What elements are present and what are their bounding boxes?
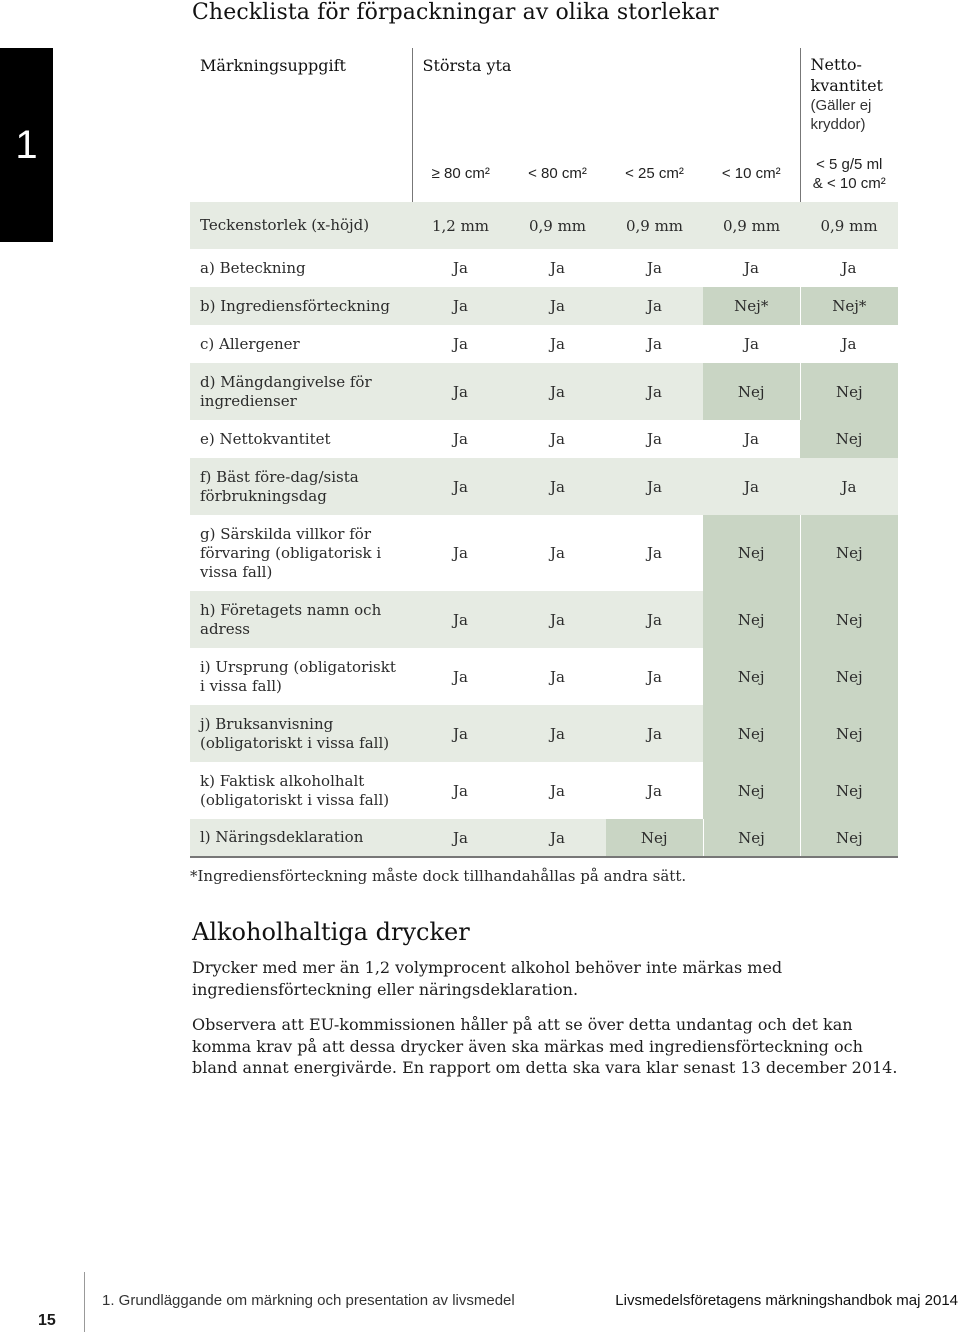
row-label: b) Ingrediensförteckning bbox=[200, 296, 390, 315]
table-cell: Ja bbox=[550, 477, 565, 496]
size-header-empty bbox=[190, 145, 412, 202]
table-row bbox=[190, 249, 898, 287]
table-cell: Ja bbox=[744, 259, 759, 277]
row-label: d) Mängdangivelse för ingredienser bbox=[200, 372, 372, 410]
table-cell: Nej bbox=[703, 648, 800, 705]
size-header-row bbox=[190, 145, 898, 202]
table-cell: Ja bbox=[453, 667, 468, 686]
footer-chapter: 1. Grundläggande om märkning och presentation av livsmedel bbox=[102, 1292, 515, 1309]
table-cell: Nej bbox=[703, 363, 800, 420]
size-header: < 25 cm² bbox=[625, 165, 684, 182]
table-cell: Ja bbox=[647, 430, 662, 448]
table-cell: Ja bbox=[647, 724, 662, 743]
table-cell: Ja bbox=[841, 335, 857, 353]
table-cell: Nej bbox=[800, 648, 898, 705]
checklist-table bbox=[190, 48, 898, 858]
table-cell: Ja bbox=[647, 667, 662, 686]
table-cell: Ja bbox=[647, 259, 662, 277]
table-cell: Ja bbox=[550, 382, 565, 401]
table-cell: Nej bbox=[800, 363, 898, 420]
table-cell: Nej bbox=[800, 762, 898, 819]
netto-sub-line1: < 5 g/5 ml bbox=[816, 155, 883, 173]
row-label: g) Särskilda villkor för förvaring (obligatorisk i vissa fall) bbox=[200, 524, 382, 581]
netto-sub-line2: & < 10 cm² bbox=[812, 174, 886, 192]
table-cell: Ja bbox=[453, 430, 468, 448]
netto-note-line1: (Gäller ej bbox=[810, 97, 872, 114]
table-cell: Nej bbox=[800, 515, 898, 591]
table-cell: Ja bbox=[453, 259, 468, 277]
table-cell: Ja bbox=[453, 382, 468, 401]
table-cell: Ja bbox=[550, 259, 565, 277]
table-cell: Nej bbox=[800, 591, 898, 648]
table-cell: Ja bbox=[550, 724, 565, 743]
table-row bbox=[190, 287, 898, 325]
table-cell: Ja bbox=[412, 819, 509, 857]
table-cell: Ja bbox=[647, 382, 662, 401]
table-cell: Ja bbox=[509, 819, 606, 857]
table-row bbox=[190, 762, 898, 819]
table-cell: Ja bbox=[647, 477, 662, 496]
table-cell: Nej* bbox=[703, 287, 800, 325]
table-cell: Ja bbox=[550, 781, 565, 800]
table-cell: Nej bbox=[800, 420, 898, 458]
table-cell: Nej* bbox=[800, 287, 898, 325]
table-cell: Ja bbox=[453, 297, 468, 315]
table-cell: Ja bbox=[841, 477, 857, 496]
table-cell: Ja bbox=[550, 335, 565, 353]
table-row bbox=[190, 515, 898, 591]
table-cell: Nej bbox=[606, 819, 703, 857]
table-cell: Nej bbox=[703, 591, 800, 648]
table-cell: Ja bbox=[647, 781, 662, 800]
header-row bbox=[190, 48, 898, 145]
row-label: j) Bruksanvisning (obligatoriskt i vissa fall) bbox=[200, 714, 390, 752]
column-header-label: Märkningsuppgift bbox=[200, 56, 346, 75]
table-row bbox=[190, 591, 898, 648]
size-header: < 80 cm² bbox=[528, 165, 587, 182]
table-cell: Ja bbox=[841, 259, 857, 277]
table-row bbox=[190, 648, 898, 705]
table-cell: Ja bbox=[453, 724, 468, 743]
table-row bbox=[190, 325, 898, 363]
table-cell: 1,2 mm bbox=[431, 216, 490, 235]
section-title: Alkoholhaltiga drycker bbox=[192, 918, 470, 946]
table-cell: Nej bbox=[703, 819, 800, 857]
page-number: 15 bbox=[38, 1312, 56, 1329]
table-cell: Ja bbox=[550, 430, 565, 448]
table-cell: Ja bbox=[647, 335, 662, 353]
table-cell: Ja bbox=[647, 297, 662, 315]
netto-title-line1: Netto- bbox=[810, 55, 862, 74]
table-cell: Ja bbox=[647, 610, 662, 629]
table-cell: Nej bbox=[703, 515, 800, 591]
size-header-netto bbox=[800, 145, 898, 202]
table-row-font-size bbox=[190, 202, 898, 249]
table-cell: Ja bbox=[550, 610, 565, 629]
netto-title-line2: kvantitet bbox=[810, 76, 883, 95]
table-cell: Ja bbox=[744, 430, 759, 448]
row-label: f) Bäst före-dag/sista förbrukningsdag bbox=[200, 467, 359, 505]
netto-note-line2: kryddor) bbox=[810, 116, 866, 133]
table-cell: Nej bbox=[800, 819, 898, 857]
row-label: i) Ursprung (obligatoriskt i vissa fall) bbox=[200, 657, 396, 695]
table-cell: Ja bbox=[453, 610, 468, 629]
table-cell: Ja bbox=[453, 477, 468, 496]
paragraph-1: Drycker med mer än 1,2 volymprocent alkohol behöver inte märkas med ingrediensförteckning eller näringsdeklaration. bbox=[192, 958, 783, 999]
table-row bbox=[190, 705, 898, 762]
table-cell: Nej bbox=[800, 705, 898, 762]
table-cell: Ja bbox=[744, 477, 759, 496]
table-cell: Nej bbox=[703, 762, 800, 819]
table-cell: Ja bbox=[453, 544, 468, 562]
row-label: l) Näringsdeklaration bbox=[190, 819, 412, 857]
table-cell: 0,9 mm bbox=[625, 216, 684, 235]
table-cell: 0,9 mm bbox=[528, 216, 587, 235]
page-title: Checklista för förpackningar av olika storlekar bbox=[192, 0, 719, 25]
table-cell: Ja bbox=[550, 667, 565, 686]
table-footnote: *Ingrediensförteckning måste dock tillhandahållas på andra sätt. bbox=[190, 867, 687, 885]
table-cell: Ja bbox=[744, 335, 759, 353]
column-header-area: Största yta bbox=[412, 48, 800, 145]
table-cell: 0,9 mm bbox=[820, 216, 878, 235]
size-header: < 10 cm² bbox=[721, 165, 781, 182]
table-row bbox=[190, 819, 898, 857]
row-label: a) Beteckning bbox=[200, 258, 306, 277]
row-label: e) Nettokvantitet bbox=[200, 429, 331, 448]
row-label: c) Allergener bbox=[200, 334, 300, 353]
column-header-netto bbox=[800, 48, 898, 145]
paragraph-2: Observera att EU-kommissionen håller på att se över detta undantag och det kan komma krav på att dessa drycker även ska märkas med ingrediensförteckning och bland annat energivärde. En rapport om detta ska vara klar senast 13 december 2014. bbox=[192, 1015, 898, 1077]
table-cell: Ja bbox=[550, 544, 565, 562]
chapter-tab: 1 bbox=[0, 48, 53, 242]
row-label: h) Företagets namn och adress bbox=[200, 600, 382, 638]
table-cell: 0,9 mm bbox=[722, 216, 781, 235]
table-cell: Ja bbox=[647, 544, 662, 562]
footer-book-title: Livsmedelsföretagens märkningshandbok maj 2014 bbox=[615, 1292, 958, 1309]
footer-divider bbox=[84, 1272, 85, 1332]
table-row bbox=[190, 458, 898, 515]
table-cell: Nej bbox=[703, 705, 800, 762]
row-label: k) Faktisk alkoholhalt (obligatoriskt i vissa fall) bbox=[200, 771, 390, 809]
table-cell: Ja bbox=[453, 781, 468, 800]
table-row bbox=[190, 363, 898, 420]
table-row bbox=[190, 420, 898, 458]
row-label: Teckenstorlek (x-höjd) bbox=[200, 216, 370, 234]
size-header: ≥ 80 cm² bbox=[412, 145, 509, 202]
table-cell: Ja bbox=[550, 297, 565, 315]
table-cell: Ja bbox=[453, 335, 468, 353]
